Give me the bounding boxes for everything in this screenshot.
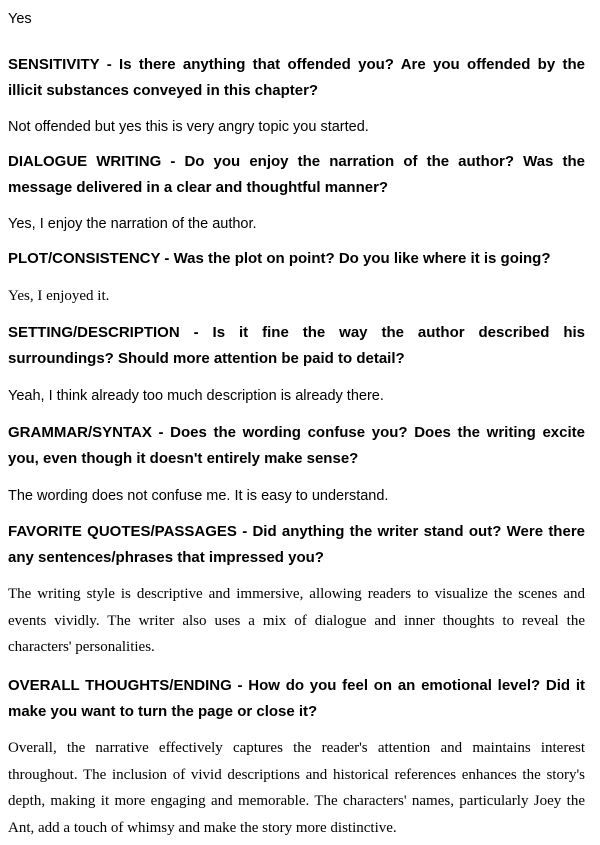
question-plot-consistency: PLOT/CONSISTENCY - Was the plot on point? Do you like where it is going? xyxy=(8,250,551,267)
question-sensitivity: SENSITIVITY - Is there anything that offended you? Are you offended by the illicit substances conveyed in this chapter? xyxy=(8,56,585,99)
answer-setting-description: Yeah, I think already too much description is already there. xyxy=(8,388,384,404)
question-dialogue-writing: DIALOGUE WRITING - Do you enjoy the narration of the author? Was the message delivered in a clear and thoughtful manner? xyxy=(8,153,585,196)
answer-plot-consistency: Yes, I enjoyed it. xyxy=(8,288,110,304)
intro-answer: Yes xyxy=(8,11,32,27)
answer-sensitivity: Not offended but yes this is very angry topic you started. xyxy=(8,119,369,135)
question-favorite-quotes: FAVORITE QUOTES/PASSAGES - Did anything the writer stand out? Were there any sentences/phrases that impressed you? xyxy=(8,523,585,566)
question-grammar-syntax: GRAMMAR/SYNTAX - Does the wording confuse you? Does the writing excite you, even though it doesn't entirely make sense? xyxy=(8,424,585,467)
answer-overall-thoughts: Overall, the narrative effectively captures the reader's attention and maintains interest throughout. The inclusion of vivid descriptions and historical references enhances the story's depth, making it more engaging and memorable. The characters' names, particularly Joey the Ant, add a touch of whimsy and make the story more distinctive. xyxy=(8,740,585,836)
answer-favorite-quotes: The writing style is descriptive and immersive, allowing readers to visualize the scenes and events vividly. The writer also uses a mix of dialogue and inner thoughts to reveal the characters' personalities. xyxy=(8,586,585,655)
question-overall-thoughts: OVERALL THOUGHTS/ENDING - How do you feel on an emotional level? Did it make you want to turn the page or close it? xyxy=(8,677,585,720)
answer-dialogue-writing: Yes, I enjoy the narration of the author. xyxy=(8,216,257,232)
answer-grammar-syntax: The wording does not confuse me. It is easy to understand. xyxy=(8,488,389,504)
question-setting-description: SETTING/DESCRIPTION - Is it fine the way the author described his surroundings? Should more attention be paid to detail? xyxy=(8,324,585,367)
